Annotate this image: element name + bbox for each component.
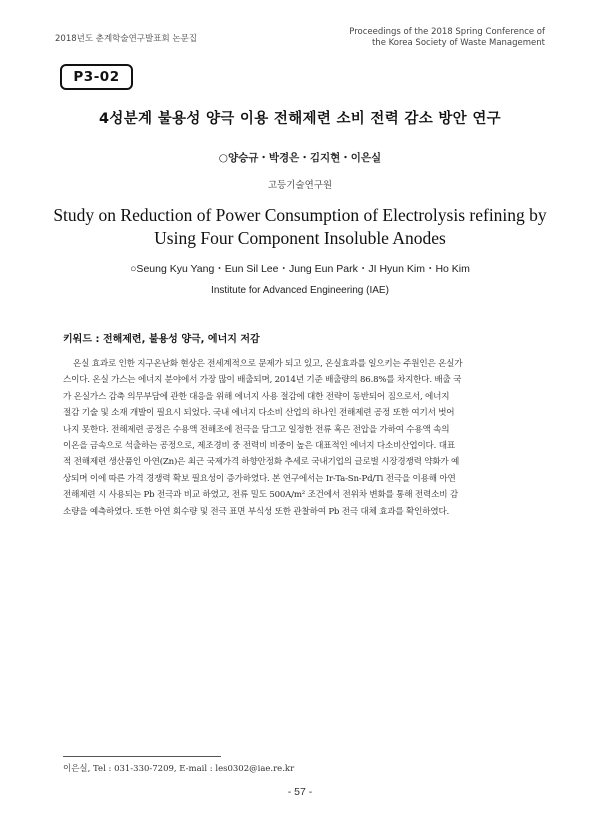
running-header-right <box>285 27 545 49</box>
running-header-right-line1: Proceedings of the 2018 Spring Conference of <box>349 27 545 37</box>
abstract-line: 이온을 금속으로 석출하는 공정으로, 제조경비 중 전력비 비중이 높은 대표적인 에너지 다소비산업이다. 대표 <box>63 441 455 452</box>
footnote-divider <box>63 756 221 757</box>
abstract-line: 스이다. 온실 가스는 에너지 분야에서 가장 많이 배출되며, 2014년 기준 배출량의 86.8%를 차지한다. 배출 국 <box>63 375 462 386</box>
paper-title-english-line1: Study on Reduction of Power Consumption of Electrolysis refining by <box>53 205 547 225</box>
abstract-line: 가 온실가스 감축 의무부담에 관한 대응을 위해 에너지 사용 절감에 대한 전략이 동반되어 짐으로서, 에너지 <box>63 391 450 402</box>
abstract-line: 적 전해제련 생산품인 아연(Zn)은 최근 국제가격 하향안정화 추세로 국내기업의 글로벌 시장경쟁력 약화가 예 <box>63 457 460 468</box>
paper-title-english <box>50 204 550 250</box>
abstract-line: 절감 기술 및 소재 개발이 필요시 되었다. 국내 에너지 다소비 산업의 하나인 전해제련 공정 또한 여기서 벗어 <box>63 408 455 419</box>
abstract-line: 상되며 이에 따른 가격 경쟁력 확보 필요성이 증가하였다. 본 연구에서는 Ir-Ta-Sn-Pd/Ti 전극을 이용해 아연 <box>63 473 456 484</box>
running-header-right-line2: the Korea Society of Waste Management <box>371 38 545 48</box>
authors-korean: ○양승규・박경은・김지현・이은실 <box>218 152 382 164</box>
abstract-line: 온실 효과로 인한 지구온난화 현상은 전세계적으로 문제가 되고 있고, 온실효과를 일으키는 주원인은 온실가 <box>73 359 463 369</box>
institution-english: Institute for Advanced Engineering (IAE) <box>211 285 389 296</box>
authors-english: ○Seung Kyu Yang・Eun Sil Lee・Jung Eun Park・JI Hyun Kim・Ho Kim <box>130 263 470 275</box>
abstract-body <box>63 356 540 520</box>
running-header-left: 2018년도 춘계학술연구발표회 논문집 <box>55 34 197 44</box>
abstract-line: 전해제련 시 사용되는 Pb 전극과 비교 하였고, 전류 밀도 500A/m² 조건에서 전위차 변화를 통해 전력소비 감 <box>63 490 458 501</box>
paper-title-english-line2: Using Four Component Insoluble Anodes <box>154 228 446 248</box>
paper-title-korean: 4성분계 불용성 양극 이용 전해제련 소비 전력 감소 방안 연구 <box>99 111 501 127</box>
footnote-contact: 이은실, Tel : 031-330-7209, E-mail : les0302@iae.re.kr <box>63 764 295 774</box>
abstract-line: 나지 못한다. 전해제련 공정은 수용액 전해조에 전극을 담그고 일정한 전류 혹은 전압을 가하여 수용액 속의 <box>63 424 450 435</box>
keywords: 키워드 : 전해제련, 불용성 양극, 에너지 저감 <box>63 334 260 345</box>
institution-korean: 고등기술연구원 <box>267 180 333 191</box>
abstract-line: 소량을 예측하였다. 또한 아연 회수량 및 전극 표면 부식성 또한 관찰하여 Pb 전극 대체 효과를 확인하였다. <box>63 506 450 517</box>
page-number: - 57 - <box>287 786 313 798</box>
paper-code-badge: P3-02 <box>60 64 133 90</box>
